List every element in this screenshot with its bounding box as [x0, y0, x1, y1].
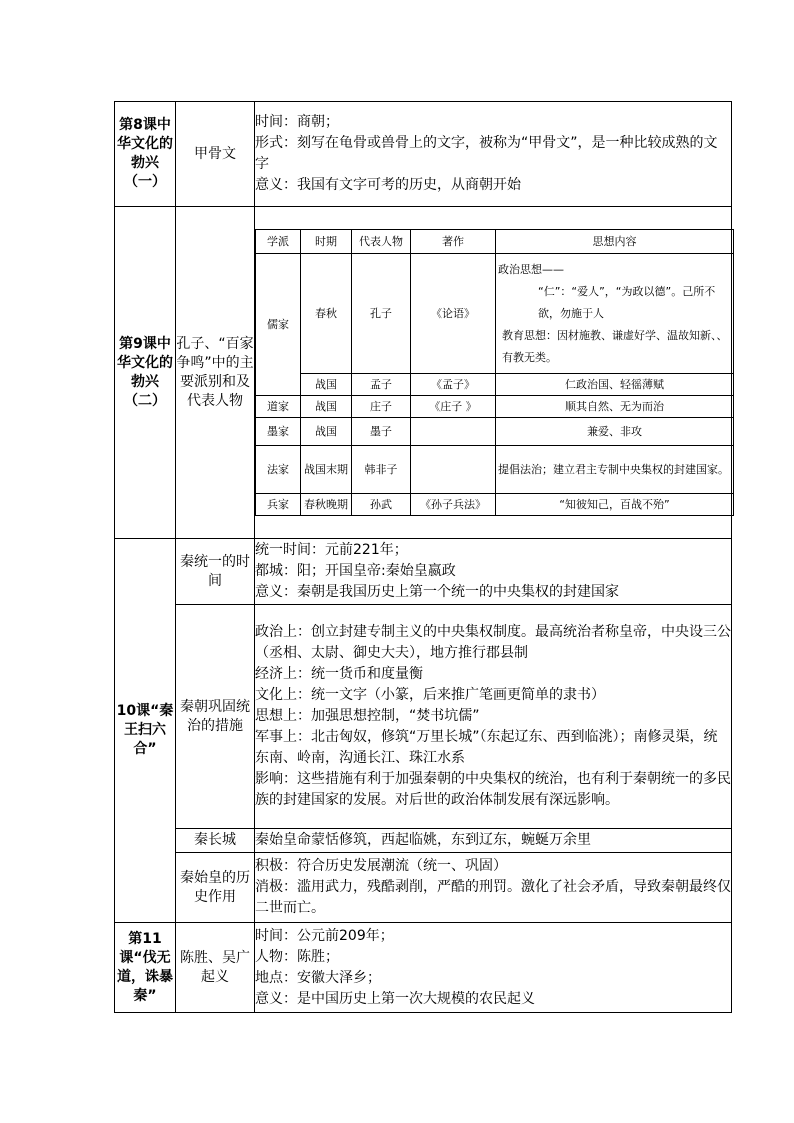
lesson10-line: 都城：阳；开国皇帝:秦始皇嬴政 [255, 563, 456, 579]
ideas-line: 教育思想：因材施教、谦虚好学、温故知新、、有教无类。 [502, 328, 728, 364]
lesson8-content [255, 102, 732, 207]
header-ideas: 思想内容 [496, 230, 734, 254]
ideas-cell [496, 254, 734, 374]
lesson10-row [115, 829, 732, 853]
lesson10-line: 消极：滥用武力，残酷剥削，严酷的刑罚。激化了社会矛盾，导致秦朝最终仅二世而亡。 [255, 879, 731, 916]
lesson9-topic: 孔子、“百家争鸣”中的主要派别和及代表人物 [176, 207, 255, 539]
lesson9-schools-cell [255, 207, 732, 539]
person-cell: 孔子 [352, 254, 411, 374]
lesson10-line: 政治上：创立封建专制主义的中央集权制度。最高统治者称皇帝，中央设三公（丞相、太尉、御史大夫），地方推行郡县制 [255, 624, 731, 661]
person-cell: 孙武 [352, 494, 411, 516]
lesson11-topic: 陈胜、吴广起义 [176, 923, 255, 1013]
work-cell: 《孟子》 [411, 374, 496, 396]
lesson8-row [115, 102, 732, 207]
lesson10-content: 秦始皇命蒙恬修筑，西起临姚，东到辽东，蜿蜒万余里 [255, 829, 732, 853]
ideas-line: “仁”：“爱人”，“为政以德”。己所不欲，勿施于人 [538, 284, 716, 320]
person-cell: 墨子 [352, 418, 411, 446]
school-cell: 墨家 [256, 418, 301, 446]
lesson10-topic: 秦始皇的历史作用 [176, 853, 255, 923]
lesson10-label: 10课“秦王扫六合” [115, 539, 176, 923]
lesson10-row [115, 853, 732, 923]
history-summary-table [114, 101, 732, 1013]
lesson11-line: 人物：陈胜； [255, 948, 339, 965]
school-cell: 道家 [256, 396, 301, 418]
lesson10-row [115, 539, 732, 605]
lesson8-line: 意义：我国有文字可考的历史，从商朝开始 [255, 177, 521, 193]
table-row [256, 446, 734, 494]
school-cell: 儒家 [256, 254, 301, 396]
period-cell: 战国 [301, 396, 352, 418]
lesson8-line: 时间：商朝； [255, 114, 339, 130]
period-cell: 春秋 [301, 254, 352, 374]
work-cell: 《庄子 》 [411, 396, 496, 418]
lesson10-topic: 秦统一的时间 [176, 539, 255, 605]
lesson10-row [115, 605, 732, 829]
work-cell [411, 418, 496, 446]
table-row [256, 254, 734, 374]
lesson10-line: 统一时间：元前221年； [255, 542, 408, 558]
ideas-cell: 仁政治国、轻徭薄赋 [496, 374, 734, 396]
header-period: 时期 [301, 230, 352, 254]
period-cell: 战国末期 [301, 446, 352, 494]
lesson11-line: 意义：是中国历史上第一次大规模的农民起义 [255, 990, 535, 1007]
work-cell: 《论语》 [411, 254, 496, 374]
schools-header-row [256, 230, 734, 254]
lesson11-content [255, 923, 732, 1013]
table-row [256, 374, 734, 396]
lesson11-line: 地点：安徽大泽乡； [255, 969, 381, 986]
school-cell: 法家 [256, 446, 301, 494]
lesson8-line: 形式：刻写在龟骨或兽骨上的文字，被称为“甲骨文”，是一种比较成熟的文字 [255, 135, 718, 172]
lesson10-line: 积极：符合历史发展潮流（统一、巩固） [255, 858, 507, 874]
lesson11-label: 第11课“伐无道，诛暴秦” [115, 923, 176, 1013]
person-cell: 韩非子 [352, 446, 411, 494]
lesson10-content [255, 853, 732, 923]
lesson10-line: 意义：秦朝是我国历史上第一个统一的中央集权的封建国家 [255, 584, 619, 600]
lesson8-topic: 甲骨文 [176, 102, 255, 207]
table-row [256, 494, 734, 516]
schools-table [255, 229, 734, 516]
ideas-cell: “知彼知己，百战不殆” [496, 494, 734, 516]
lesson10-line: 思想上：加强思想控制，“焚书坑儒” [255, 708, 480, 724]
lesson10-line: 影响：这些措施有利于加强秦朝的中央集权的统治，也有利于秦朝统一的多民族的封建国家的发展。对后世的政治体制发展有深远影响。 [255, 771, 731, 808]
period-cell: 春秋晚期 [301, 494, 352, 516]
ideas-cell: 提倡法治；建立君主专制中央集权的封建国家。 [496, 446, 734, 494]
lesson10-line: 经济上：统一货币和度量衡 [255, 666, 423, 682]
person-cell: 孟子 [352, 374, 411, 396]
person-cell: 庄子 [352, 396, 411, 418]
lesson10-content [255, 605, 732, 829]
period-cell: 战国 [301, 374, 352, 396]
header-person: 代表人物 [352, 230, 411, 254]
lesson9-row [115, 207, 732, 539]
lesson10-topic: 秦朝巩固统治的措施 [176, 605, 255, 829]
lesson9-label: 第9课中华文化的勃兴（二） [115, 207, 176, 539]
header-school: 学派 [256, 230, 301, 254]
work-cell [411, 446, 496, 494]
period-cell: 战国 [301, 418, 352, 446]
header-work: 著作 [411, 230, 496, 254]
lesson11-line: 时间：公元前209年； [255, 927, 394, 944]
school-cell: 兵家 [256, 494, 301, 516]
ideas-line: 政治思想—— [498, 262, 564, 276]
lesson11-row [115, 923, 732, 1013]
lesson10-line: 文化上：统一文字（小篆，后来推广笔画更简单的隶书） [255, 687, 605, 703]
ideas-cell: 兼爱、非攻 [496, 418, 734, 446]
work-cell: 《孙子兵法》 [411, 494, 496, 516]
lesson8-label: 第8课中华文化的勃兴（一） [115, 102, 176, 207]
ideas-cell: 顺其自然、无为而治 [496, 396, 734, 418]
table-row [256, 396, 734, 418]
lesson10-topic: 秦长城 [176, 829, 255, 853]
lesson10-line: 军事上：北击匈奴，修筑“万里长城”（东起辽东、西到临洮）；南修灵渠，统东南、岭南，沟通长江、珠江水系 [255, 729, 718, 766]
lesson10-content [255, 539, 732, 605]
table-row [256, 418, 734, 446]
